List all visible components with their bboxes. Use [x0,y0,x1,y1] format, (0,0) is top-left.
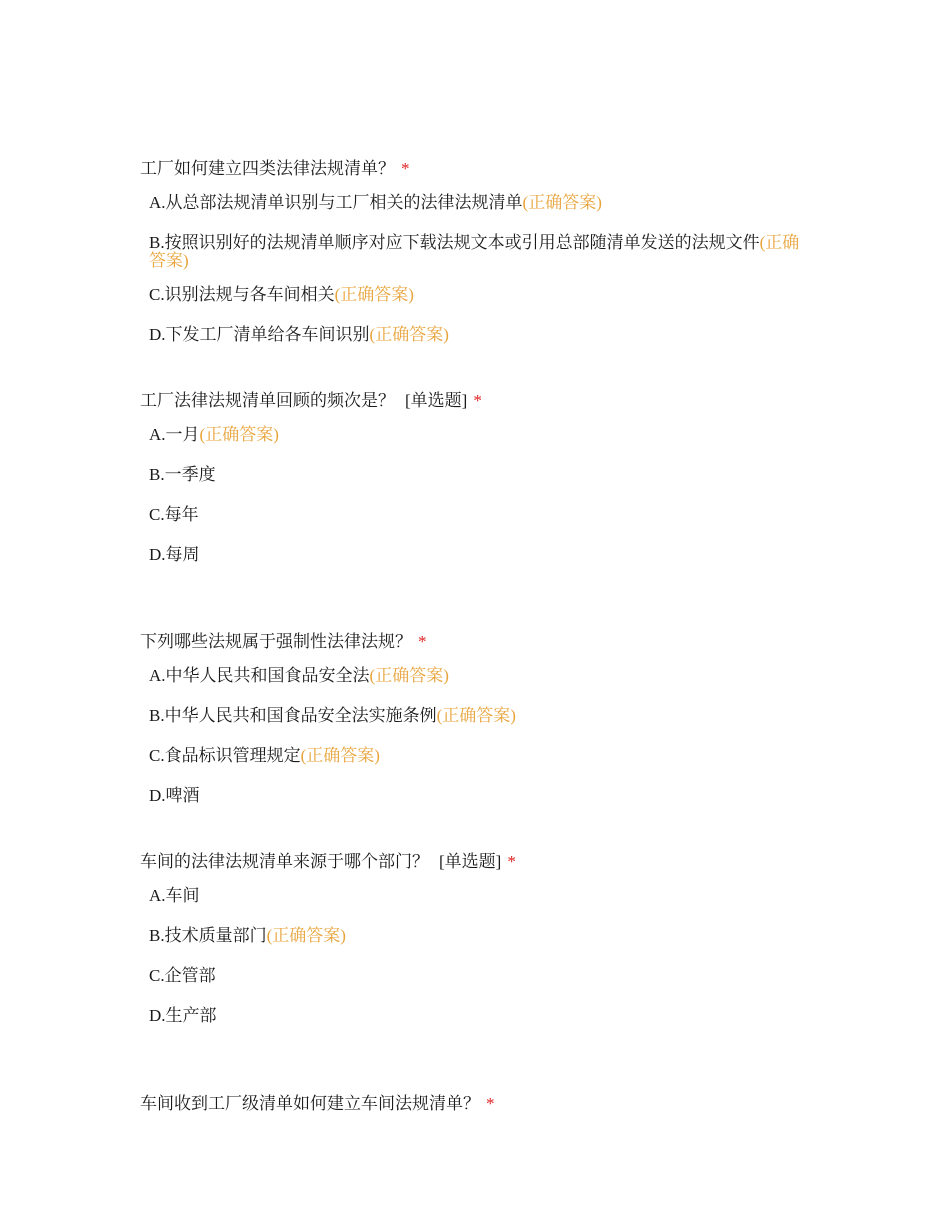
required-marker: * [486,1094,495,1113]
option-label: A.中华人民共和国食品安全法 [149,666,370,685]
option-label: B.技术质量部门 [149,926,267,945]
question-2 [140,390,820,586]
option-b[interactable] [149,466,809,484]
option-label: C.食品标识管理规定 [149,746,301,765]
option-a[interactable] [149,887,809,905]
option-label: C.每年 [149,505,199,524]
required-marker: * [507,852,516,871]
option-d[interactable] [149,787,809,805]
question-type-tag: [单选题] [405,391,468,410]
required-marker: * [473,391,482,410]
option-b[interactable] [149,927,809,945]
option-b[interactable] [149,234,809,270]
correct-answer-mark: (正确答案) [436,706,516,725]
question-text: 下列哪些法规属于强制性法律法规？ [140,632,412,651]
option-c[interactable] [149,747,809,765]
question-text: 工厂法律法规清单回顾的频次是？ [140,391,395,410]
option-a[interactable] [149,194,809,212]
question-3 [140,631,820,827]
option-c[interactable] [149,506,809,524]
option-label: B.按照识别好的法规清单顺序对应下载法规文本或引用总部随清单发送的法规文件 [149,233,760,252]
option-label: D.下发工厂清单给各车间识别 [149,325,370,344]
question-title [140,1093,820,1115]
question-title [140,851,820,873]
option-label: C.识别法规与各车间相关 [149,285,335,304]
question-title [140,631,820,653]
correct-answer-mark: (正确答案) [522,193,602,212]
option-b[interactable] [149,707,809,725]
option-label: A.从总部法规清单识别与工厂相关的法律法规清单 [149,193,523,212]
options-list [140,426,820,564]
option-label: B.一季度 [149,465,216,484]
option-label: A.车间 [149,886,200,905]
options-list [140,194,820,344]
question-4 [140,851,820,1047]
option-c[interactable] [149,967,809,985]
option-label: D.每周 [149,545,200,564]
question-text: 工厂如何建立四类法律法规清单？ [140,159,395,178]
question-title [140,390,820,412]
option-label: A.一月 [149,425,200,444]
option-d[interactable] [149,1007,809,1025]
option-c[interactable] [149,286,809,304]
correct-answer-mark: (正确答案) [369,325,449,344]
correct-answer-mark: (正确答案) [334,285,414,304]
question-text: 车间的法律法规清单来源于哪个部门？ [140,852,429,871]
question-1 [140,158,820,366]
required-marker: * [418,632,427,651]
question-title [140,158,820,180]
option-d[interactable] [149,546,809,564]
correct-answer-mark: (正确答案) [199,425,279,444]
option-label: B.中华人民共和国食品安全法实施条例 [149,706,437,725]
options-list [140,887,820,1025]
options-list [140,667,820,805]
option-a[interactable] [149,667,809,685]
option-label: D.啤酒 [149,786,200,805]
correct-answer-mark: (正确答案) [266,926,346,945]
question-type-tag: [单选题] [439,852,502,871]
question-text: 车间收到工厂级清单如何建立车间法规清单？ [140,1094,480,1113]
option-d[interactable] [149,326,809,344]
option-label: D.生产部 [149,1006,217,1025]
correct-answer-mark: (正确答案) [369,666,449,685]
option-a[interactable] [149,426,809,444]
option-label: C.企管部 [149,966,216,985]
correct-answer-mark: (正确答案) [149,233,800,270]
correct-answer-mark: (正确答案) [300,746,380,765]
required-marker: * [401,159,410,178]
question-5 [140,1093,820,1115]
